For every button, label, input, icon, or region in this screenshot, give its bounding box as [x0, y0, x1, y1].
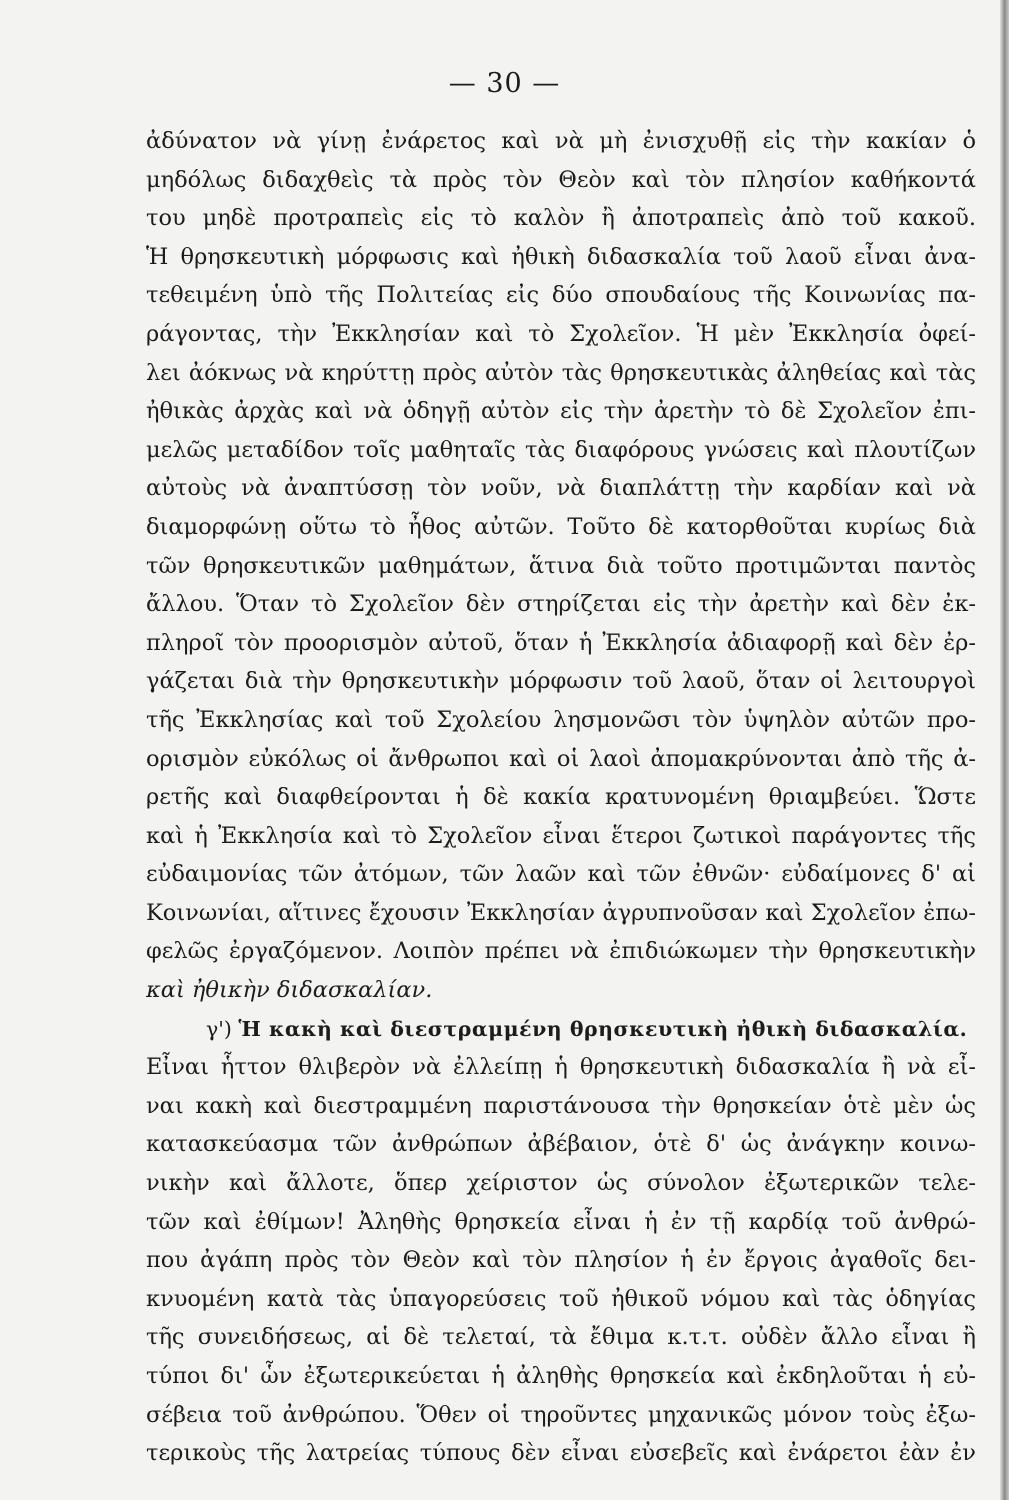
- page-edge: [1000, 0, 1009, 1500]
- section-heading-line: [146, 1010, 976, 1049]
- text-line: τύποι δι' ὧν ἐξωτερικεύεται ἡ ἀληθὴς θρησκεία καὶ ἐκδηλοῦται ἡ εὐ-: [146, 1363, 976, 1389]
- text-line: του μηδὲ προτραπεὶς εἰς τὸ καλὸν ἢ ἀποτραπεὶς ἀπὸ τοῦ κακοῦ.: [146, 205, 976, 232]
- text-line: μηδόλως διδαχθεὶς τὰ πρὸς τὸν Θεὸν καὶ τὸν πλησίον καθήκοντά: [146, 166, 976, 193]
- text-line: τεθειμένη ὑπὸ τῆς Πολιτείας εἰς δύο σπουδαίους τῆς Κοινωνίας πα-: [146, 282, 976, 309]
- page-number-header: — 30 —: [448, 68, 561, 99]
- text-line: γάζεται διὰ τὴν θρησκευτικὴν μόρφωσιν τοῦ λαοῦ, ὅταν οἱ λειτουργοὶ: [146, 668, 976, 695]
- text-line: τῆς συνειδήσεως, αἱ δὲ τελεταί, τὰ ἔθιμα κ.τ.τ. οὐδὲν ἄλλο εἶναι ἢ: [146, 1324, 976, 1351]
- section-heading: Ἡ κακὴ καὶ διεστραμμένη θρησκευτικὴ ἠθικὴ διδασκαλία.: [238, 1016, 968, 1041]
- text-line: που ἀγάπη πρὸς τὸν Θεὸν καὶ τὸν πλησίον ἡ ἐν ἔργοις ἀγαθοῖς δει-: [146, 1247, 976, 1274]
- text-line-italic: καὶ ἠθικὴν διδασκαλίαν.: [146, 977, 433, 1004]
- text-line: Κοινωνίαι, αἵτινες ἔχουσιν Ἐκκλησίαν ἀγρυπνοῦσαν καὶ Σχολεῖον ἐπω-: [146, 899, 976, 926]
- text-line: Εἶναι ἧττον θλιβερὸν νὰ ἐλλείπῃ ἡ θρησκευτικὴ διδασκαλία ἢ νὰ εἶ-: [146, 1054, 976, 1081]
- text-line: τερικοὺς τῆς λατρείας τύπους δὲν εἶναι εὐσεβεῖς καὶ ἐνάρετοι ἐὰν ἐν: [146, 1440, 976, 1467]
- text-line: σέβεια τοῦ ἀνθρώπου. Ὅθεν οἱ τηροῦντες μηχανικῶς μόνον τοὺς ἐξω-: [146, 1401, 976, 1428]
- text-line: αὐτοὺς νὰ ἀναπτύσσῃ τὸν νοῦν, νὰ διαπλάττῃ τὴν καρδίαν καὶ νὰ: [146, 475, 976, 502]
- section-label: γ'): [206, 1016, 232, 1041]
- text-line: ράγοντας, τὴν Ἐκκλησίαν καὶ τὸ Σχολεῖον. Ἡ μὲν Ἐκκλησία ὀφεί-: [146, 320, 976, 347]
- text-line: ἄλλου. Ὅταν τὸ Σχολεῖον δὲν στηρίζεται εἰς τὴν ἀρετὴν καὶ δὲν ἐκ-: [146, 591, 976, 618]
- text-line: πληροῖ τὸν προορισμὸν αὐτοῦ, ὅταν ἡ Ἐκκλησία ἀδιαφορῇ καὶ δὲν ἐρ-: [146, 629, 976, 656]
- text-line: Ἡ θρησκευτικὴ μόρφωσις καὶ ἠθικὴ διδασκαλία τοῦ λαοῦ εἶναι ἀνα-: [146, 243, 976, 270]
- text-line: καὶ ἡ Ἐκκλησία καὶ τὸ Σχολεῖον εἶναι ἕτεροι ζωτικοὶ παράγοντες τῆς: [146, 822, 976, 849]
- text-line: τῶν θρησκευτικῶν μαθημάτων, ἅτινα διὰ τοῦτο προτιμῶνται παντὸς: [146, 552, 976, 579]
- text-line: ἠθικὰς ἀρχὰς καὶ νὰ ὁδηγῇ αὐτὸν εἰς τὴν ἀρετὴν τὸ δὲ Σχολεῖον ἐπι-: [146, 398, 976, 425]
- text-line: κνυομένη κατὰ τὰς ὑπαγορεύσεις τοῦ ἠθικοῦ νόμου καὶ τὰς ὁδηγίας: [146, 1285, 976, 1312]
- text-line: ορισμὸν εὐκόλως οἱ ἄνθρωποι καὶ οἱ λαοὶ ἀπομακρύνονται ἀπὸ τῆς ἀ-: [146, 745, 976, 772]
- text-line: νικὴν καὶ ἄλλοτε, ὅπερ χείριστον ὡς σύνολον ἐξωτερικῶν τελε-: [146, 1170, 976, 1197]
- text-line: ἀδύνατον νὰ γίνῃ ἐνάρετος καὶ νὰ μὴ ἐνισχυθῇ εἰς τὴν κακίαν ὁ: [146, 128, 976, 154]
- text-line: τῆς Ἐκκλησίας καὶ τοῦ Σχολείου λησμονῶσι τὸν ὑψηλὸν αὐτῶν προ-: [146, 706, 976, 733]
- text-line: τῶν καὶ ἐθίμων! Ἀληθὴς θρησκεία εἶναι ἡ ἐν τῇ καρδίᾳ τοῦ ἀνθρώ-: [146, 1208, 976, 1235]
- body-text: [146, 122, 976, 1473]
- text-line: κατασκεύασμα τῶν ἀνθρώπων ἀβέβαιον, ὁτὲ δ' ὡς ἀνάγκην κοινω-: [146, 1131, 976, 1158]
- text-line: λει ἀόκνως νὰ κηρύττῃ πρὸς αὐτὸν τὰς θρησκευτικὰς ἀληθείας καὶ τὰς: [146, 359, 976, 386]
- text-line: μελῶς μεταδίδον τοῖς μαθηταῖς τὰς διαφόρους γνώσεις καὶ πλουτίζων: [146, 436, 976, 463]
- text-line: διαμορφώνῃ οὕτω τὸ ἦθος αὐτῶν. Τοῦτο δὲ κατορθοῦται κυρίως διὰ: [146, 513, 976, 540]
- text-line: ναι κακὴ καὶ διεστραμμένη παριστάνουσα τὴν θρησκείαν ὁτὲ μὲν ὡς: [146, 1092, 976, 1119]
- text-line: ρετῆς καὶ διαφθείρονται ἡ δὲ κακία κρατυνομένη θριαμβεύει. Ὥστε: [146, 784, 976, 811]
- text-line: φελῶς ἐργαζόμενον. Λοιπὸν πρέπει νὰ ἐπιδιώκωμεν τὴν θρησκευτικὴν: [146, 938, 976, 965]
- text-line: εὐδαιμονίας τῶν ἀτόμων, τῶν λαῶν καὶ τῶν ἐθνῶν· εὐδαίμονες δ' αἱ: [146, 861, 976, 888]
